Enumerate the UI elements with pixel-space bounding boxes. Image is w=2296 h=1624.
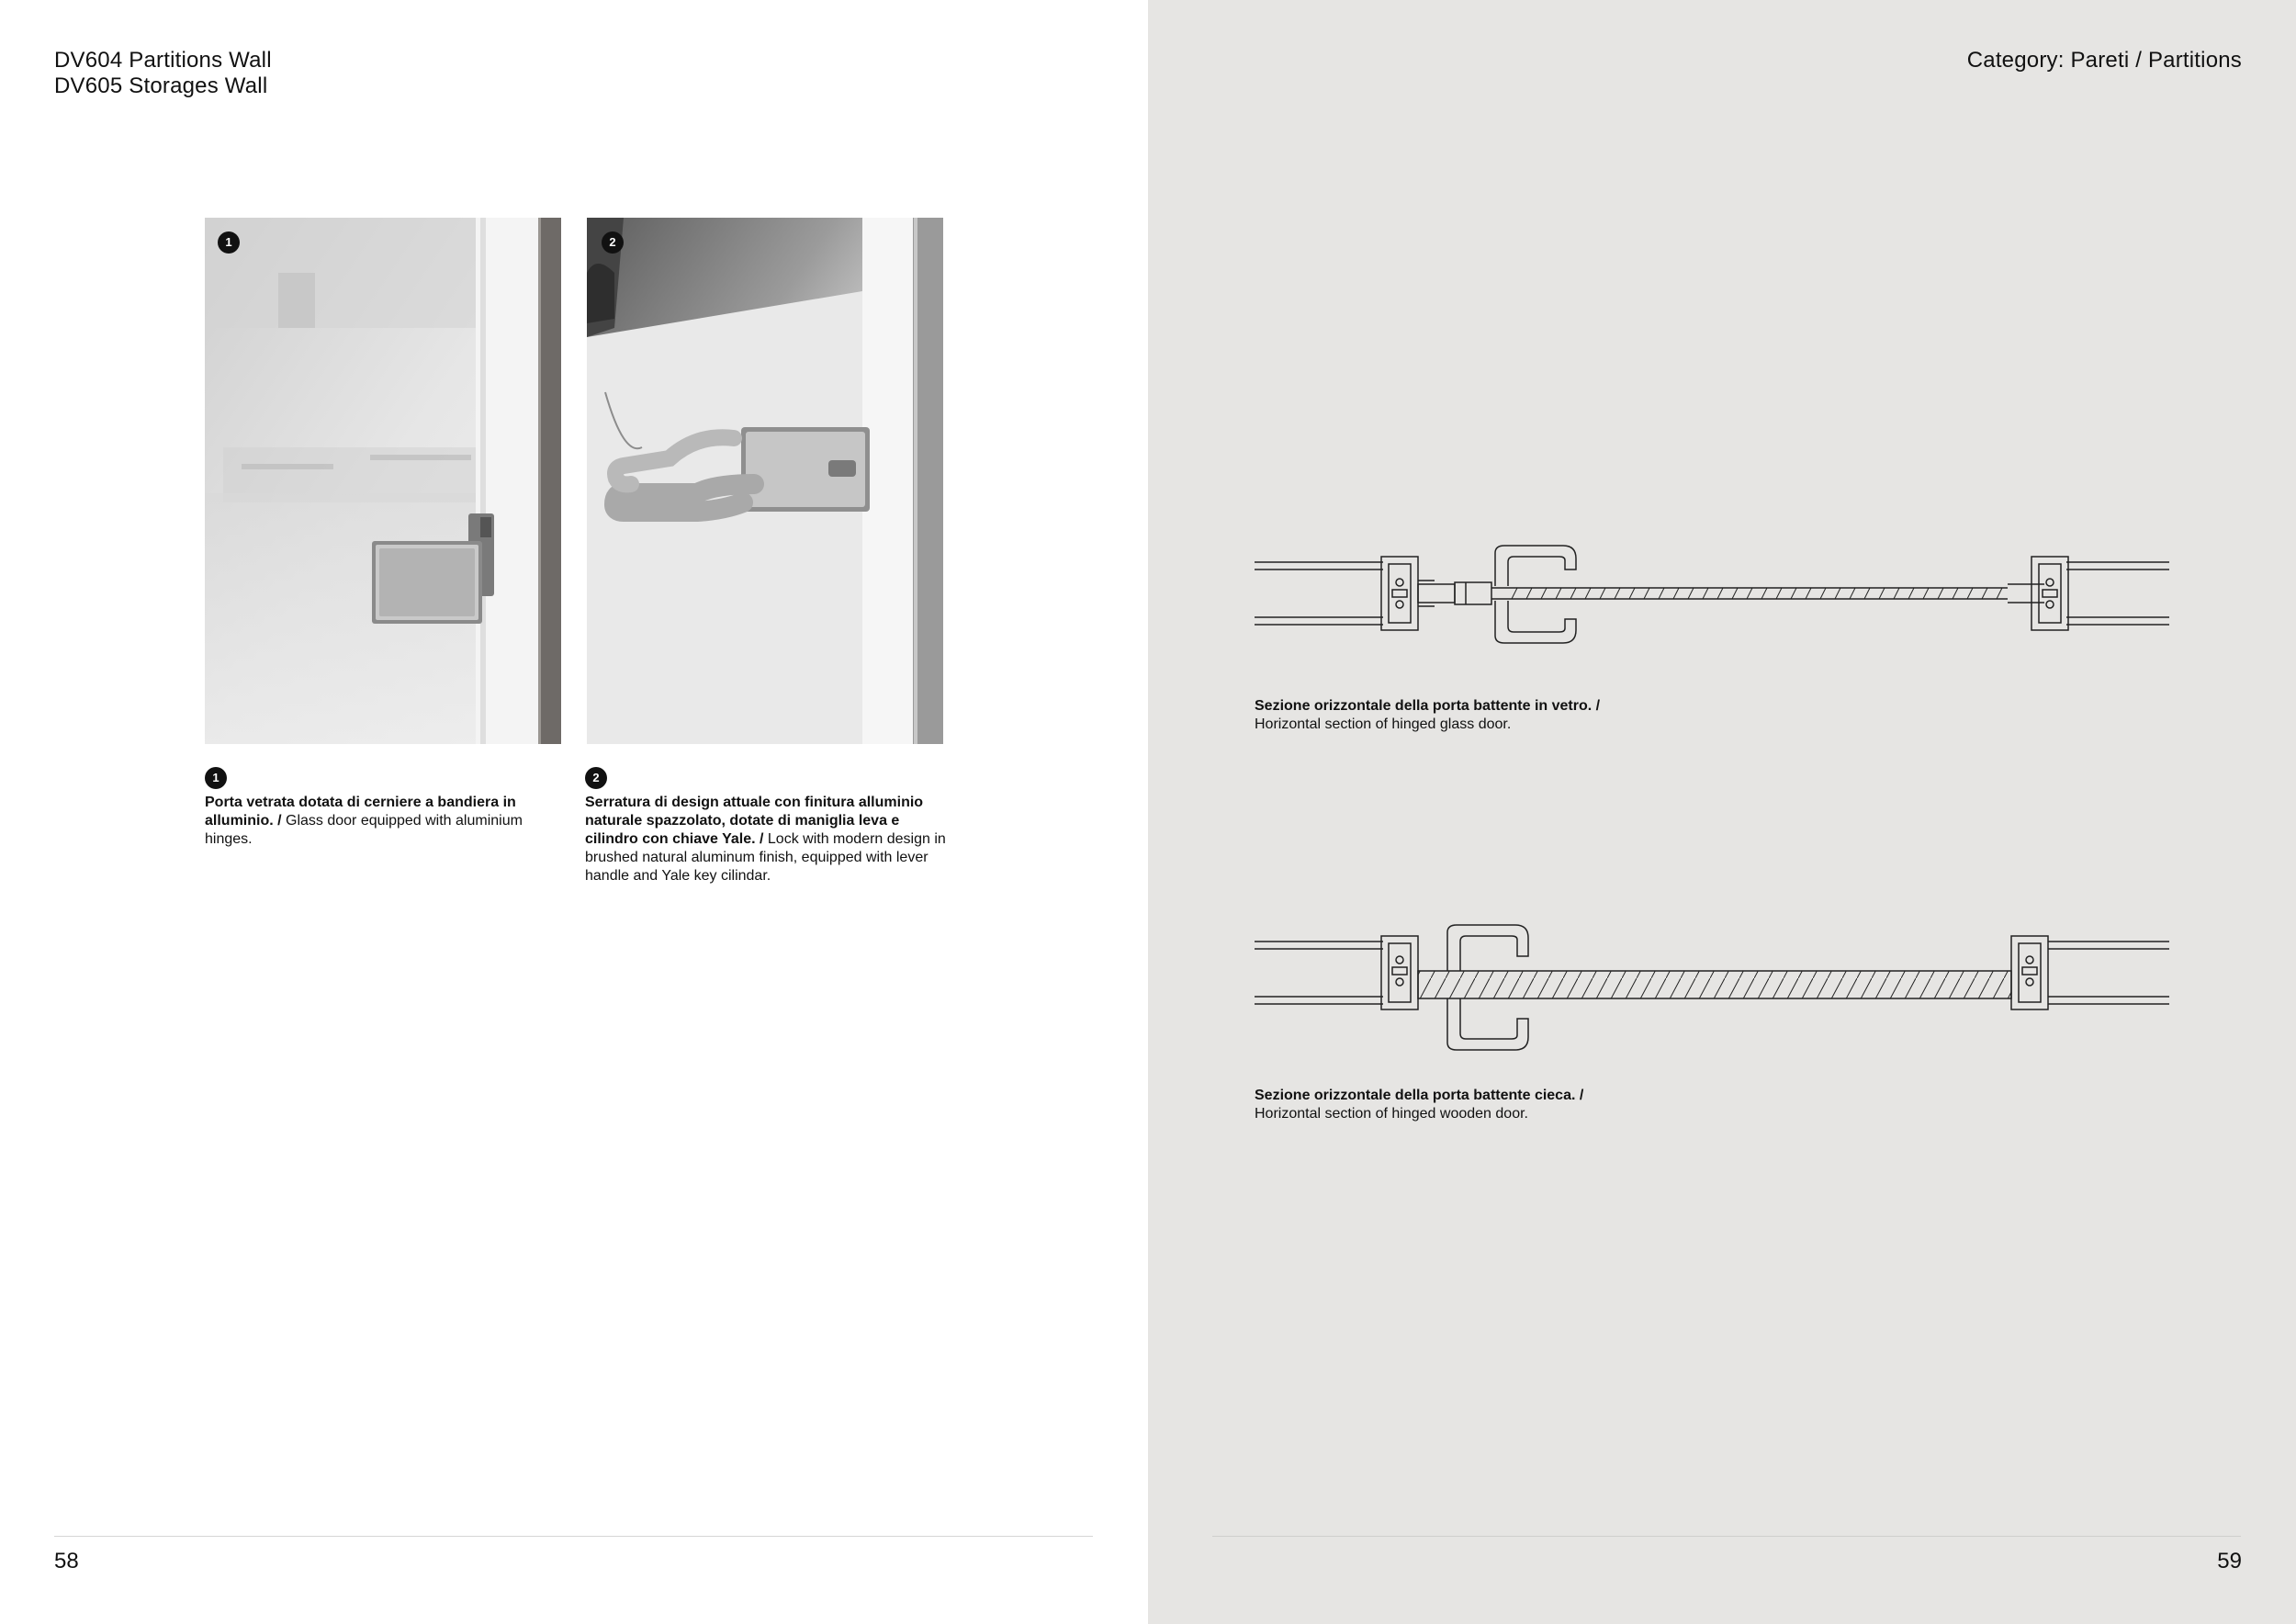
caption-italian: Serratura di design attuale con finitura alluminio naturale spazzolato, dotate di maniglia leva e cilindro con chiave Yale. / [585, 795, 924, 847]
caption-italian: Porta vetrata dotata di cerniere a bandiera in alluminio. / [205, 795, 516, 829]
glass-door-section-drawing [1255, 544, 2169, 682]
wooden-door-section-svg [1255, 923, 2169, 1061]
lever-handle-lock-image [587, 218, 943, 744]
footer-divider-left [54, 1536, 1093, 1537]
page-number-right: 59 [2217, 1549, 2242, 1573]
document-title [54, 48, 272, 99]
category-label: Category: Pareti / Partitions [1966, 48, 2242, 73]
caption-number-badge: 2 [585, 767, 607, 789]
page-number-left: 58 [54, 1549, 79, 1573]
title-line-1: DV604 Partitions Wall [54, 48, 272, 73]
photo-caption-1 [205, 794, 545, 849]
photo-glass-door-hinge [205, 218, 561, 744]
caption-english: Horizontal section of hinged glass door. [1255, 716, 1512, 732]
right-page [1148, 0, 2296, 1624]
photo-number-badge: 2 [602, 231, 624, 254]
wooden-door-section-drawing [1255, 923, 2169, 1061]
photo-lever-handle-lock [587, 218, 943, 744]
caption-italian: Sezione orizzontale della porta battente in vetro. / [1255, 698, 1601, 714]
title-line-2: DV605 Storages Wall [54, 73, 268, 98]
footer-divider-right [1212, 1536, 2241, 1537]
caption-number-badge: 1 [205, 767, 227, 789]
photo-caption-2 [585, 794, 952, 885]
caption-english: Lock with modern design in brushed natural aluminum finish, equipped with lever handle and Yale key cilindar. [585, 831, 946, 884]
caption-italian: Sezione orizzontale della porta battente cieca. / [1255, 1088, 1584, 1103]
glass-door-section-svg [1255, 544, 2169, 682]
wooden-door-section-caption [1255, 1087, 1806, 1123]
caption-english: Horizontal section of hinged wooden door. [1255, 1106, 1528, 1122]
photo-number-badge: 1 [218, 231, 240, 254]
glass-door-hinge-image [205, 218, 561, 744]
caption-english: Glass door equipped with aluminium hinges. [205, 813, 523, 847]
glass-door-section-caption [1255, 697, 1806, 734]
